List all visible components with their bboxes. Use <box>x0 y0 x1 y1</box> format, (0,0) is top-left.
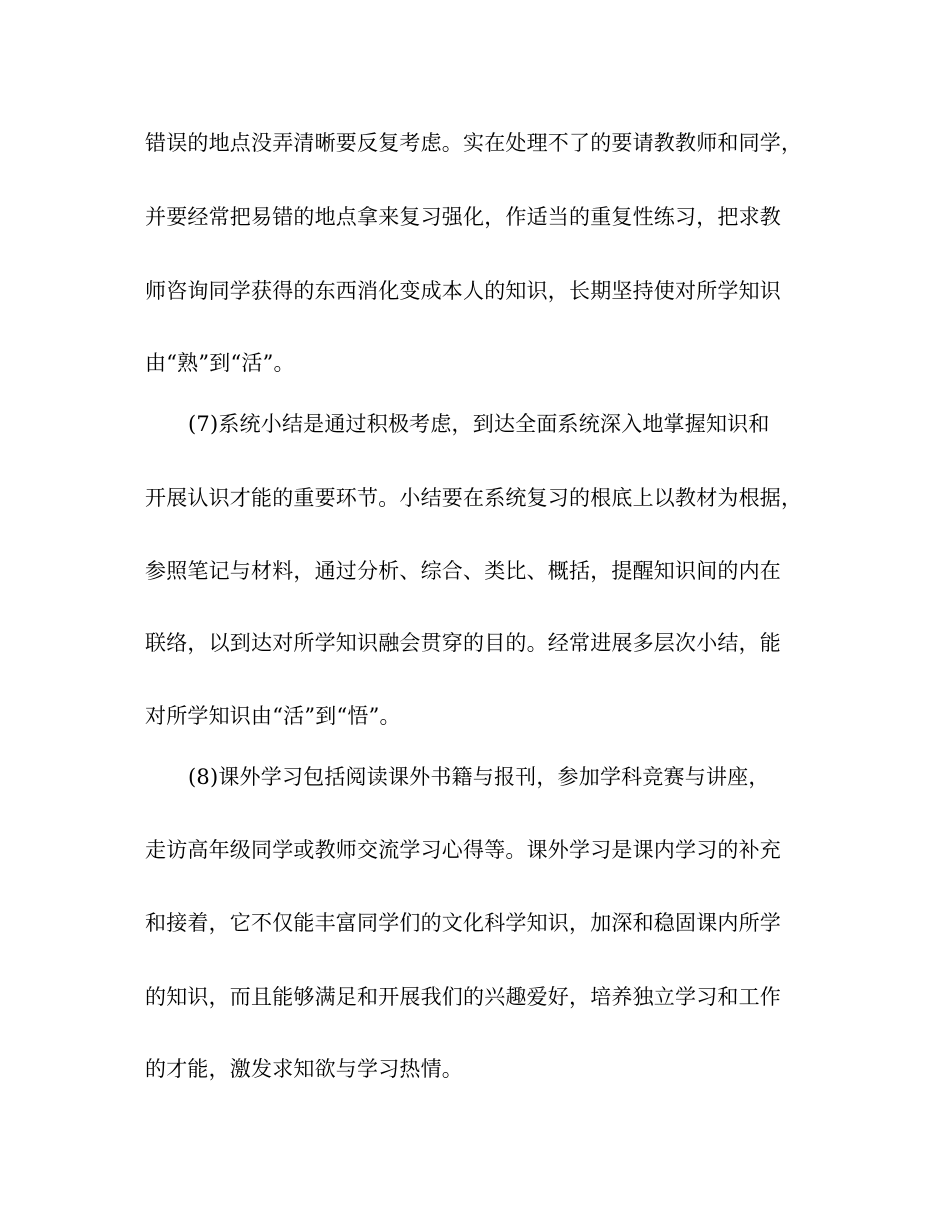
text-line: 的才能，激发求知欲与学习热情。 <box>145 1057 463 1081</box>
text-line: 对所学知识由“活”到“悟”。 <box>145 704 401 728</box>
text-line: 的知识，而且能够满足和开展我们的兴趣爱好，培养独立学习和工作 <box>145 985 781 1009</box>
text-line: 联络，以到达对所学知识融会贯穿的目的。经常进展多层次小结，能 <box>145 631 781 655</box>
text-line: 参照笔记与材料，通过分析、综合、类比、概括，提醒知识间的内在 <box>145 559 781 583</box>
text-line: 师咨询同学获得的东西消化变成本人的知识，长期坚持使对所学知识 <box>145 279 781 303</box>
text-line: 并要经常把易错的地点拿来复习强化，作适当的重复性练习，把求教 <box>145 205 781 229</box>
text-line: 由“熟”到“活”。 <box>145 351 295 375</box>
text-line: 走访高年级同学或教师交流学习心得等。课外学习是课内学习的补充 <box>145 838 781 862</box>
paragraph-start-line: (7)系统小结是通过积极考虑，到达全面系统深入地掌握知识和 <box>188 412 770 436</box>
text-line: 错误的地点没弄清晰要反复考虑。实在处理不了的要请教教师和同学， <box>145 131 803 155</box>
text-line: 和接着，它不仅能丰富同学们的文化科学知识，加深和稳固课内所学 <box>145 911 781 935</box>
text-line: 开展认识才能的重要环节。小结要在系统复习的根底上以教材为根据， <box>145 486 803 510</box>
paragraph-start-line: (8)课外学习包括阅读课外书籍与报刊，参加学科竞赛与讲座， <box>188 765 770 789</box>
